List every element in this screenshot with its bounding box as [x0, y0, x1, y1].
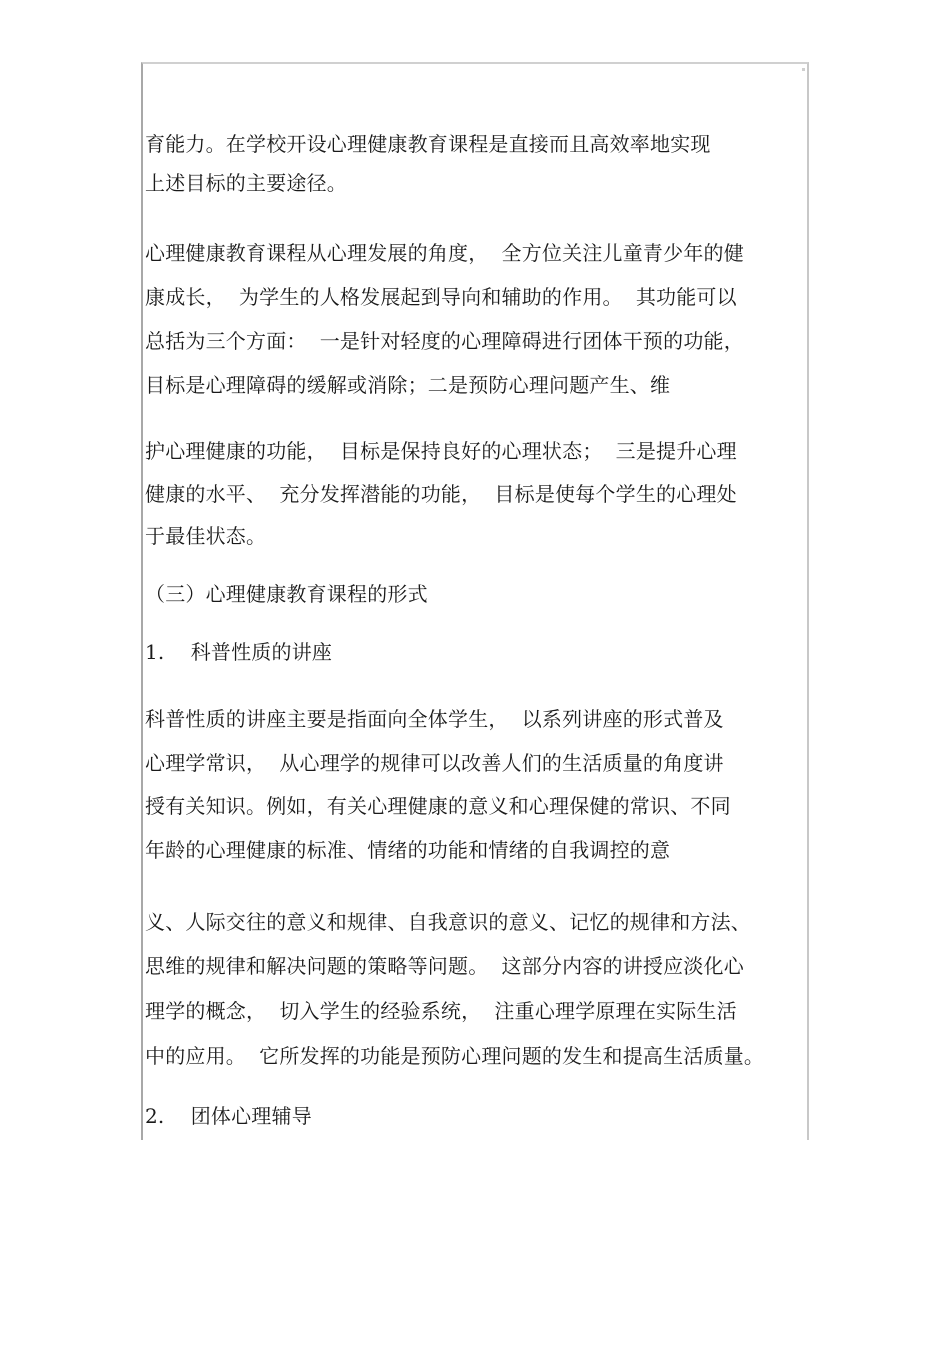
- paragraph-line: 科普性质的讲座主要是指面向全体学生， 以系列讲座的形式普及: [145, 707, 724, 731]
- paragraph-line: 心理学常识， 从心理学的规律可以改善人们的生活质量的角度讲: [145, 751, 724, 775]
- paragraph-line: 中的应用。 它所发挥的功能是预防心理问题的发生和提高生活质量。: [145, 1044, 765, 1068]
- list-heading: 2. 团体心理辅导: [145, 1104, 312, 1128]
- paragraph-line: 上述目标的主要途径。: [145, 171, 347, 195]
- paragraph-line: 于最佳状态。: [145, 524, 267, 548]
- paragraph-line: 思维的规律和解决问题的策略等问题。 这部分内容的讲授应淡化心: [145, 954, 744, 978]
- paragraph-line: 理学的概念， 切入学生的经验系统， 注重心理学原理在实际生活: [145, 999, 737, 1023]
- paragraph-line: 年龄的心理健康的标准、情绪的功能和情绪的自我调控的意: [145, 838, 671, 862]
- paragraph-line: 总括为三个方面： 一是针对轻度的心理障碍进行团体干预的功能，: [145, 329, 744, 353]
- paragraph-line: 目标是心理障碍的缓解或消除；二是预防心理问题产生、维: [145, 373, 671, 397]
- paragraph-line: 康成长， 为学生的人格发展起到导向和辅助的作用。 其功能可以: [145, 285, 737, 309]
- section-heading: （三）心理健康教育课程的形式: [145, 582, 428, 606]
- paragraph-line: 育能力。在学校开设心理健康教育课程是直接而且高效率地实现: [145, 132, 711, 156]
- corner-mark: [802, 68, 805, 71]
- paragraph-line: 心理健康教育课程从心理发展的角度， 全方位关注儿童青少年的健: [145, 241, 744, 265]
- paragraph-line: 护心理健康的功能， 目标是保持良好的心理状态； 三是提升心理: [145, 439, 737, 463]
- paragraph-line: 健康的水平、 充分发挥潜能的功能， 目标是使每个学生的心理处: [145, 482, 737, 506]
- list-heading: 1. 科普性质的讲座: [145, 640, 333, 664]
- paragraph-line: 授有关知识。例如，有关心理健康的意义和心理保健的常识、不同: [145, 794, 731, 818]
- paragraph-line: 义、人际交往的意义和规律、自我意识的意义、记忆的规律和方法、: [145, 910, 751, 934]
